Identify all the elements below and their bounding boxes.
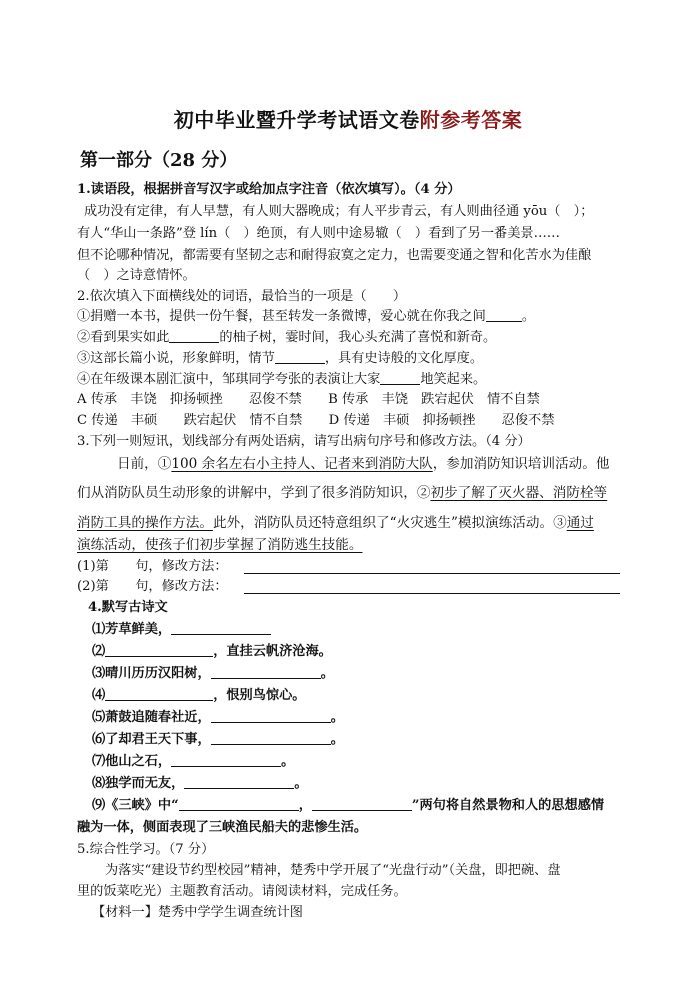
q4-line-9-tail: ”两句将自然景物和人的思想感情 [411,798,605,813]
q4-line-3-text: ⑶晴川历历汉阳树， [92,666,211,681]
q3-p2-lead: 们从消防队员生动形象的讲解中，学到了很多消防知识，② [77,485,431,501]
q3-p3-mid: 此外，消防队员还特意组织了“火灾逃生”模拟演练活动。③ [212,515,567,531]
q2-item-3-text: ③这部长篇小说，形象鲜明，情节 [77,351,275,366]
part-heading: 第一部分（28 分） [80,150,238,171]
q2-item-2-blank[interactable] [169,328,219,343]
q4-stem: 4.默写古诗文 [88,600,168,615]
q1-line-1: 成功没有定律，有人早慧，有人则大器晚成；有人平步青云，有人则曲径通 yōu（ ）； [84,204,594,219]
q4-line-9 [92,796,604,816]
q4-line-3-blank[interactable] [211,664,321,679]
q4-line-4-blank[interactable] [105,686,213,701]
q4-line-1-blank[interactable] [171,620,271,635]
q3-sentence-2: 初步了解了灭火器、消防栓等 [430,485,608,501]
q4-line-6-blank[interactable] [211,730,331,745]
q4-line-9-cont: 融为一体，侧面表现了三峡渔民船夫的悲惨生活。 [77,820,368,835]
q4-line-8-end: 。 [294,776,308,791]
q2-item-4-blank[interactable] [380,370,420,385]
q4-line-1-text: ⑴芳草鲜美， [92,622,172,637]
q3-p1-lead: 日前，① [117,456,172,472]
q4-line-9-blank-1[interactable] [179,796,299,811]
q4-line-2 [92,642,332,662]
q3-sentence-1: 100 余名左右小主持人、记者来到消防大队 [171,456,433,472]
q5-stem: 5.综合性学习。（7 分） [77,842,215,857]
q4-line-7-text: ⑺他山之石， [92,754,172,769]
q2-item-2 [77,328,496,348]
q2-item-2-end: 的柚子树，霎时间，我心头充满了喜悦和新奇。 [219,330,497,345]
q2-item-4-text: ④在年级课本剧汇演中，邹琪同学夸张的表演让大家 [77,372,381,387]
q4-line-8-blank[interactable] [184,774,294,789]
q4-line-4 [92,686,306,706]
q3-answer-1-line[interactable] [244,573,620,574]
q4-line-6-end: 。 [330,732,344,747]
q4-line-6-text: ⑹了却君王天下事， [92,732,211,747]
q2-item-4-end: 地笑起来。 [420,372,487,387]
q4-line-9-comma: ， [298,798,312,813]
q5-material-1-heading: 【材料一】楚秀中学学生调查统计图 [92,905,303,920]
q3-para-line-2 [77,483,607,503]
q2-item-1-blank[interactable] [486,307,522,322]
q4-line-4-text: ，恨别鸟惊心。 [213,688,306,703]
q1-line-2: 有人“华山一条路”登 lín（ ）绝顶，有人则中途易辙（ ）看到了另一番美景…… [77,226,560,241]
q4-line-9-blank-2[interactable] [312,796,412,811]
title-main: 初中毕业暨升学考试语文卷 [173,108,420,132]
q1-stem: 1.读语段，根据拼音写汉字或给加点字注音（依次填写）。（4 分） [77,182,461,197]
q2-item-1-end: 。 [521,309,535,324]
q4-line-2-text: ，直挂云帆济沧海。 [213,644,332,659]
q4-line-2-blank[interactable] [105,642,213,657]
q2-item-2-text: ②看到果实如此 [77,330,170,345]
q1-line-3: 但不论哪种情况，都需要有坚韧之志和耐得寂寞之定力，也需要变通之智和化苦水为佳酿 [77,248,592,263]
q3-para-line-1 [117,454,609,474]
q2-item-4 [77,370,486,390]
q2-item-1-text: ①捐赠一本书，提供一份午餐，甚至转发一条微博，爱心就在你我之间 [77,309,486,324]
page-title [0,104,696,133]
q5-para-1: 为落实“建设节约型校园”精神，楚秀中学开展了“光盘行动”（关盘，即把碗、盘 [105,863,561,878]
q3-sentence-2-cont: 消防工具的操作方法。 [77,515,213,531]
q4-line-1 [92,620,271,640]
q5-para-2: 里的饭菜吃光）主题教育活动。请阅读材料，完成任务。 [77,884,407,899]
q4-line-5-end: 。 [330,710,344,725]
q2-options-cd: C 传递 丰硕 跌宕起伏 情不自禁 D 传递 丰硕 抑扬顿挫 忍俊不禁 [77,413,555,428]
q4-line-8 [92,774,308,794]
title-suffix: 附参考答案 [419,108,523,132]
q4-line-9-lead: ⑼《三峡》中“ [92,798,179,813]
q4-line-3-end: 。 [320,666,334,681]
q3-p1-tail: ，参加消防知识培训活动。他 [432,456,610,472]
q4-line-7-end: 。 [281,754,295,769]
q4-line-4-num: ⑷ [92,688,106,703]
q2-item-3-blank[interactable] [275,349,325,364]
q3-answer-2-label: (2)第 句，修改方法： [77,579,228,594]
q4-line-8-text: ⑻独学而无友， [92,776,185,791]
q3-stem: 3.下列一则短讯，划线部分有两处语病，请写出病句序号和修改方法。（4 分） [77,434,531,449]
q4-line-5-text: ⑸萧鼓追随春社近， [92,710,211,725]
q2-item-3 [77,349,483,369]
q4-line-5-blank[interactable] [211,708,331,723]
q4-line-5 [92,708,344,728]
q4-line-7-blank[interactable] [171,752,281,767]
q3-answer-1-label: (1)第 句，修改方法： [77,559,228,574]
q4-line-6 [92,730,344,750]
q3-para-line-4 [77,535,362,555]
q3-sentence-3-cont: 演练活动，使孩子们初步掌握了消防逃生技能。 [77,537,363,553]
q2-item-1 [77,307,535,327]
q4-line-2-num: ⑵ [92,644,106,659]
q3-answer-2-line[interactable] [244,593,620,594]
q4-line-7 [92,752,294,772]
q2-options-ab: A 传承 丰饶 抑扬顿挫 忍俊不禁 B 传承 丰饶 跌宕起伏 情不自禁 [77,392,540,407]
q4-line-3 [92,664,334,684]
q3-sentence-3: 通过 [566,515,594,531]
q2-item-3-end: ，具有史诗般的文化厚度。 [324,351,484,366]
q3-para-line-3 [77,513,594,533]
q2-stem: 2.依次填入下面横线处的词语，最恰当的一项是（ ） [77,289,407,304]
q1-line-4: （ ）之诗意情怀。 [77,268,196,283]
